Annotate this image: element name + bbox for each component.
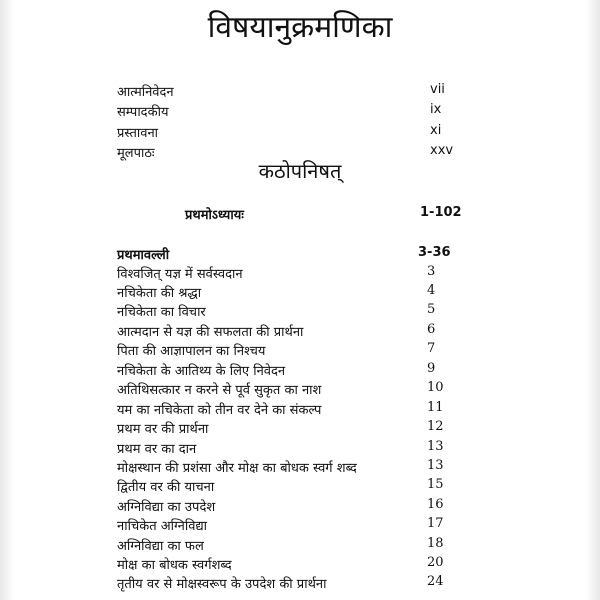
toc-entry-label: अतिथिसत्कार न करने से पूर्व सुकृत का नाश — [117, 383, 322, 398]
toc-entry-page: 5 — [427, 302, 436, 317]
toc-entry-label: अग्निविद्या का फल — [117, 539, 204, 554]
toc-entry-label: प्रथम वर का दान — [117, 442, 197, 457]
front-matter-label: आत्मनिवेदन — [117, 85, 174, 100]
toc-entry-page: 16 — [427, 497, 444, 512]
toc-entry-page: 15 — [427, 477, 444, 492]
toc-entry-page: 3 — [427, 264, 436, 279]
adhyaya-page: 1-102 — [420, 205, 462, 220]
toc-entry-page: 11 — [427, 400, 444, 415]
valli-page: 3-36 — [418, 245, 451, 260]
toc-entry-label: पिता की आज्ञापालन का निश्चय — [117, 344, 266, 359]
toc-entry-label: आत्मदान से यज्ञ की सफलता की प्रार्थना — [117, 325, 304, 340]
page-title: विषयानुक्रमणिका — [207, 10, 393, 45]
toc-entry-page: 9 — [427, 361, 436, 376]
toc-entry-label: विश्वजित् यज्ञ में सर्वस्वदान — [117, 267, 243, 282]
toc-entry-page: 12 — [427, 419, 444, 434]
toc-entry-page: 17 — [427, 516, 444, 531]
toc-entry-page: 4 — [427, 283, 436, 298]
toc-entry-label: नचिकेता की श्रद्धा — [117, 286, 202, 301]
front-matter-page: ix — [430, 102, 442, 117]
toc-entry-label: नाचिकेत अग्निविद्या — [117, 519, 208, 534]
front-matter-label: सम्पादकीय — [117, 105, 169, 120]
toc-entry-page: 24 — [427, 574, 444, 589]
front-matter-label: मूलपाठः — [117, 146, 155, 161]
toc-entry-label: अग्निविद्या का उपदेश — [117, 500, 216, 515]
toc-entry-label: नचिकेता का विचार — [117, 305, 206, 320]
front-matter-page: xxv — [430, 143, 454, 158]
toc-entry-label: तृतीय वर से मोक्षस्वरूप के उपदेश की प्रार्थना — [117, 577, 327, 592]
toc-entry-page: 18 — [427, 536, 444, 551]
toc-entry-label: प्रथम वर की प्रार्थना — [117, 422, 209, 437]
adhyaya-label: प्रथमोऽध्यायः — [185, 208, 244, 223]
toc-entry-page: 13 — [427, 439, 444, 454]
toc-entry-page: 13 — [427, 458, 444, 473]
toc-entry-label: नचिकेता के आतिथ्य के लिए निवेदन — [117, 364, 286, 379]
valli-label: प्रथमावल्ली — [117, 248, 170, 263]
section-title: कठोपनिषत् — [258, 159, 342, 183]
front-matter-label: प्रस्तावना — [117, 126, 159, 141]
toc-entry-page: 10 — [427, 380, 444, 395]
toc-entry-page: 6 — [427, 322, 436, 337]
front-matter-page: vii — [430, 82, 445, 97]
toc-entry-label: यम का नचिकेता को तीन वर देने का संकल्प — [117, 403, 322, 418]
toc-entry-label: मोक्षस्थान की प्रशंसा और मोक्ष का बोधक स्वर्ग शब्द — [117, 461, 357, 476]
page-shadow-right — [586, 0, 600, 600]
toc-entry-label: द्वितीय वर की याचना — [117, 480, 215, 495]
front-matter-page: xi — [430, 123, 442, 138]
page-shadow-left — [0, 0, 14, 600]
toc-entry-page: 7 — [427, 341, 436, 356]
toc-entry-label: मोक्ष का बोधक स्वर्गशब्द — [117, 558, 232, 573]
toc-entry-page: 20 — [427, 555, 444, 570]
